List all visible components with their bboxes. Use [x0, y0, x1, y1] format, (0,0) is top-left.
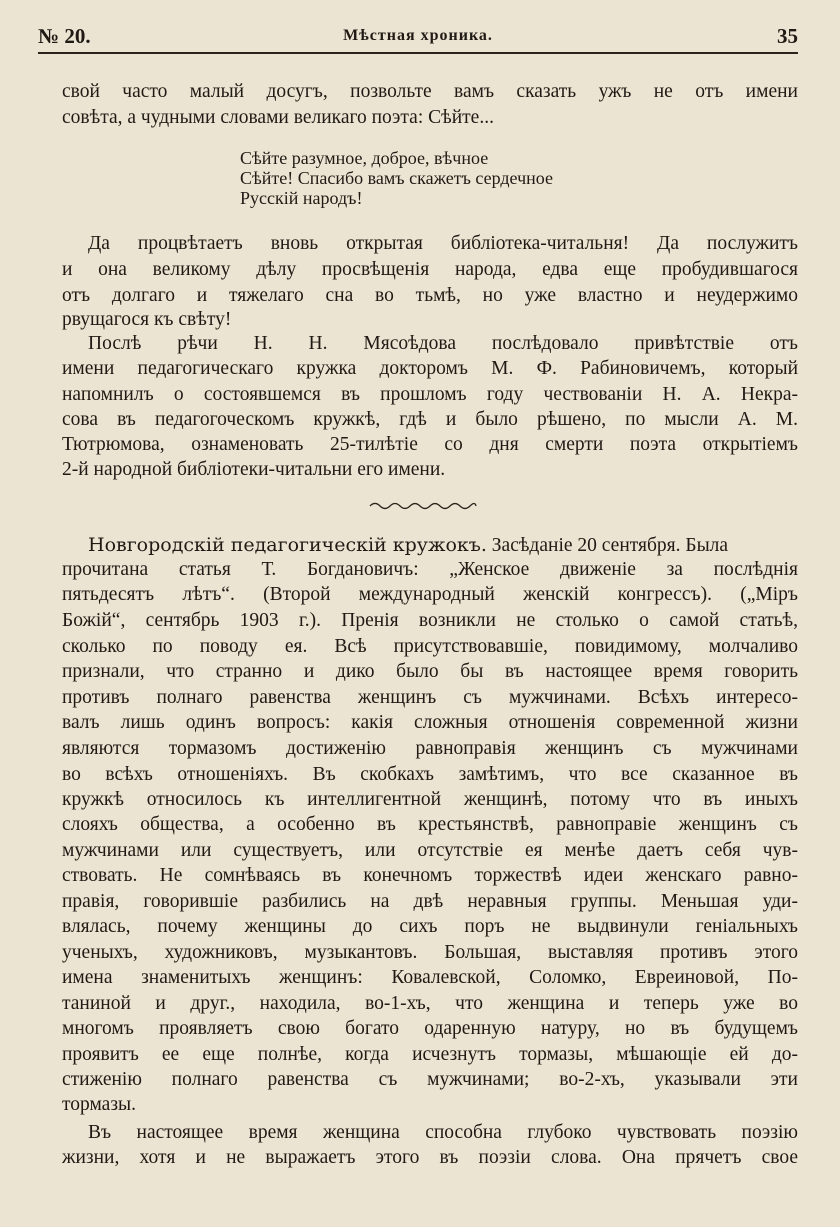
text-line: имени педагогическаго кружка докторомъ М. Ф. Рабиновичемъ, который: [62, 358, 798, 379]
text-line: признали, что странно и дико было бы въ настоящее время говорить: [62, 661, 798, 682]
text-line: пятьдесятъ лѣтъ“. (Второй международный женскій конгрессъ). („Міръ: [62, 584, 798, 605]
text-line: совѣта, а чудными словами великаго поэта: Сѣйте...: [62, 107, 494, 128]
text-line: кружкѣ относилось къ интеллигентной женщинѣ, потому что въ иныхъ: [62, 789, 798, 810]
text-line: сколько по поводу ея. Всѣ присутствовавшіе, повидимому, молчаливо: [62, 636, 798, 657]
text-line: стиженію полнаго равенства съ мужчинами; во-2-хъ, указывали эти: [62, 1069, 798, 1090]
text-line: влялась, почему женщины до сихъ поръ не выдвинули геніальныхъ: [62, 916, 798, 937]
text-line: валъ лишь одинъ вопросъ: какія сложныя отношенія современной жизни: [62, 712, 798, 733]
text-line: ученыхъ, художниковъ, музыкантовъ. Большая, выставляя противъ этого: [62, 942, 798, 963]
text-line: жизни, хотя и не выражаетъ этого въ поэзіи слова. Она прячетъ свое: [62, 1147, 798, 1168]
text-line: Божій“, сентябрь 1903 г.). Пренія возникли не столько о самой статьѣ,: [62, 610, 798, 631]
poem-line: Сѣйте разумное, доброе, вѣчное: [240, 148, 489, 168]
text-line: противъ полнаго равенства женщинъ съ мужчинами. Всѣхъ интересо-: [62, 687, 798, 708]
poem-line: Русскій народъ!: [240, 188, 363, 208]
text-line: тормазы.: [62, 1094, 137, 1115]
text-line: напомнилъ о состоявшемся въ прошломъ году чествованіи Н. А. Некра-: [62, 384, 798, 405]
page-number: 35: [777, 24, 798, 48]
text-line: имена знаменитыхъ женщинъ: Ковалевской, Соломко, Евреиновой, По-: [62, 967, 798, 988]
text-line: во всѣхъ отношеніяхъ. Въ скобкахъ замѣтимъ, что все сказанное въ: [62, 764, 798, 785]
text-fragment: Засѣданіе 20 сентября. Была: [486, 535, 729, 556]
text-line: сова въ педагогоческомъ кружкѣ, гдѣ и было рѣшено, по мысли А. М.: [62, 409, 798, 430]
section-heading: Новгородскій педагогическій кружокъ.: [88, 534, 487, 556]
issue-number: № 20.: [38, 24, 91, 48]
section-title: Мѣстная хроника.: [343, 27, 493, 44]
text-line: 2-й народной библіотеки-читальни его имени.: [62, 459, 446, 480]
text-line: таниной и друг., находила, во-1-хъ, что женщина и теперь уже во: [62, 993, 798, 1014]
text-line: отъ долгаго и тяжелаго сна во тьмѣ, но уже властно и неудержимо: [62, 285, 798, 306]
running-header: [38, 20, 798, 54]
text-line: прочитана статья Т. Богдановичъ: „Женское движеніе за послѣднія: [62, 559, 798, 580]
text-line: мужчинами или существуетъ, или отсутствіе ея менѣе даетъ себя чув-: [62, 840, 798, 861]
text-line: ствовать. Не сомнѣваясь въ конечномъ торжествѣ идеи женскаго равно-: [62, 865, 798, 886]
text-line: являются тормазомъ достиженію равноправія женщинъ съ мужчинами: [62, 738, 798, 759]
text-line: многомъ проявляетъ свою богато одаренную натуру, но въ будущемъ: [62, 1018, 798, 1039]
text-line: Да процвѣтаетъ вновь открытая библіотека-читальня! Да послужитъ: [88, 233, 798, 254]
wavy-separator: [368, 500, 478, 512]
text-line: проявитъ ее еще полнѣе, когда исчезнутъ тормазы, мѣшающіе ей до-: [62, 1044, 798, 1065]
text-line: свой часто малый досугъ, позвольте вамъ сказать ужъ не отъ имени: [62, 81, 798, 102]
text-line: Въ настоящее время женщина способна глубоко чувствовать поэзію: [88, 1122, 798, 1143]
text-line: Послѣ рѣчи Н. Н. Мясоѣдова послѣдовало привѣтствіе отъ: [88, 333, 798, 354]
text-line: правія, говорившіе разбились на двѣ неравныя группы. Меньшая уди-: [62, 891, 798, 912]
text-line: рвущагося къ свѣту!: [62, 309, 232, 330]
text-line: и она великому дѣлу просвѣщенія народа, едва еще пробудившагося: [62, 259, 798, 280]
text-line: Тютрюмова, ознаменовать 25-тилѣтіе со дня смерти поэта открытіемъ: [62, 434, 798, 455]
poem-line: Сѣйте! Спасибо вамъ скажетъ сердечное: [240, 168, 553, 188]
text-line: слояхъ общества, а особенно въ крестьянствѣ, равноправіе женщинъ съ: [62, 814, 798, 835]
